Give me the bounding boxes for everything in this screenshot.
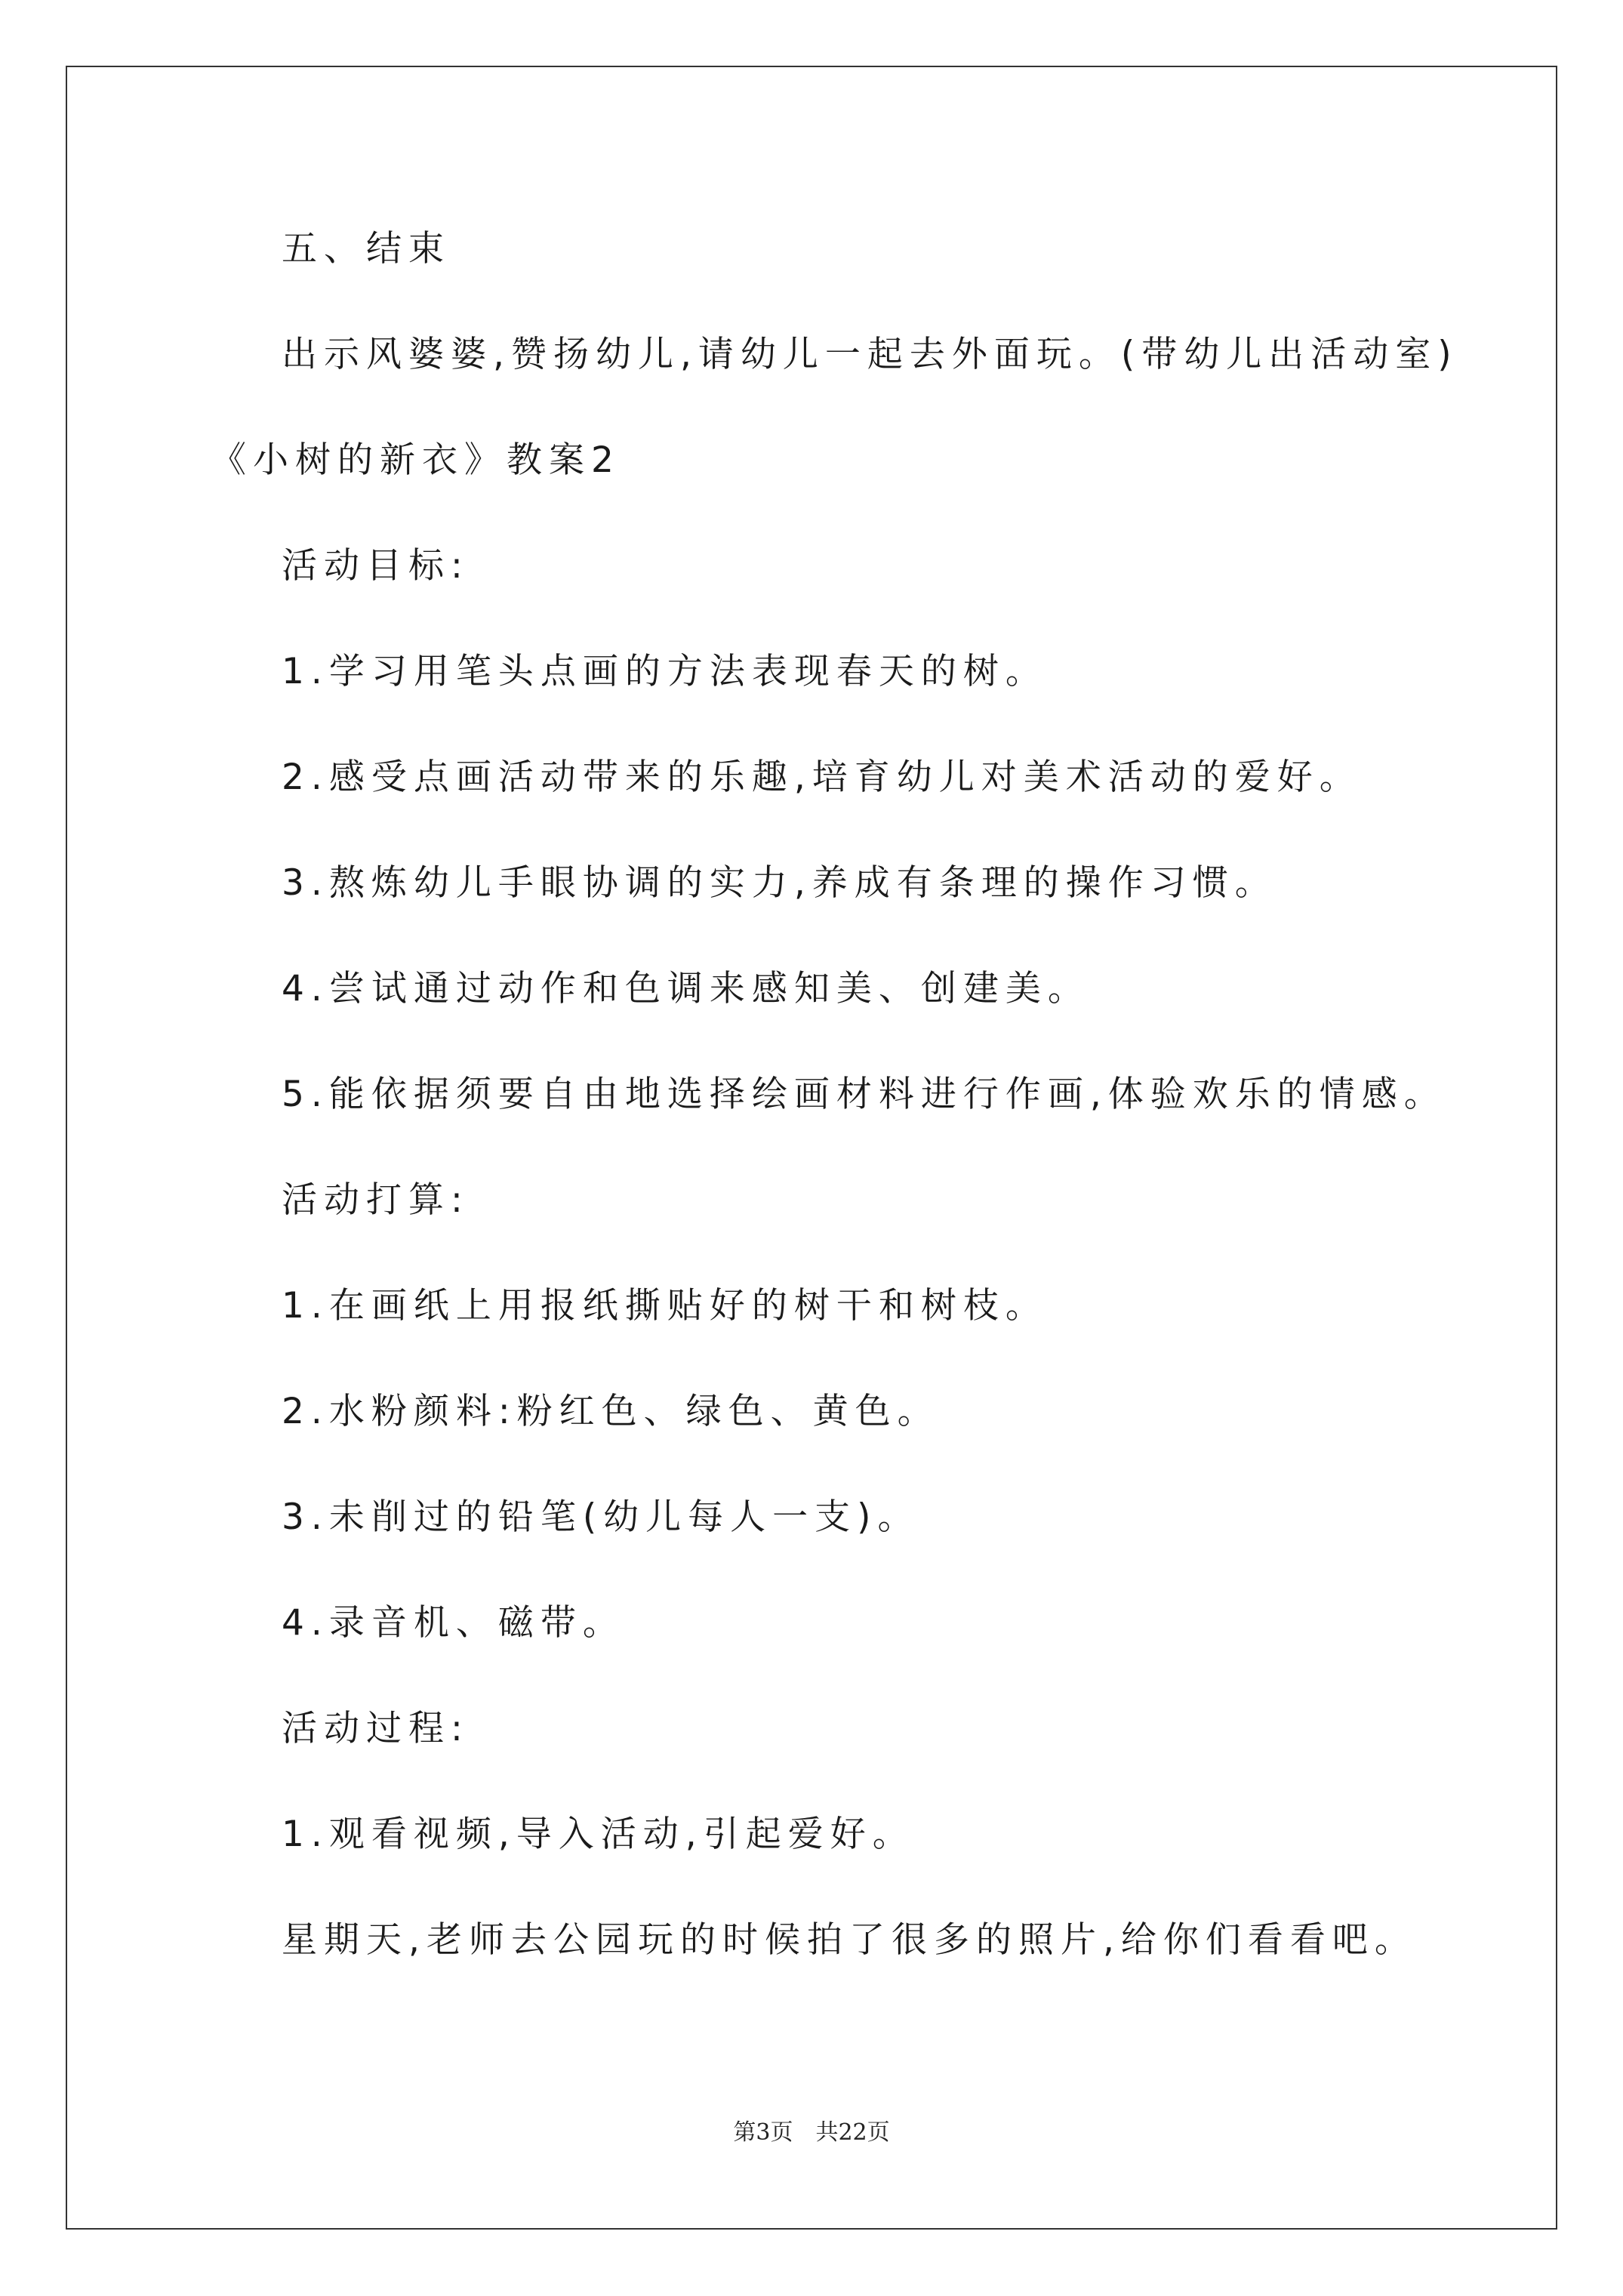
list-item: 5.能依据须要自由地选择绘画材料进行作画,体验欢乐的情感。 [282,1074,1446,1115]
page-number: 第3页 [733,2119,793,2146]
list-item: 4.录音机、磁带。 [282,1602,625,1644]
section-heading-goals: 活动目标: [282,545,470,587]
section-heading-process: 活动过程: [282,1708,470,1749]
list-item: 2.水粉颜料:粉红色、绿色、黄色。 [282,1391,940,1432]
paragraph: 出示风婆婆,赞扬幼儿,请幼儿一起去外面玩。(带幼儿出活动室) [282,334,1458,375]
document-title: 《小树的新衣》教案2 [211,439,621,481]
page-frame [66,66,1557,2230]
page-total: 共22页 [815,2119,890,2146]
section-heading-preparation: 活动打算: [282,1179,470,1221]
list-item: 1.学习用笔头点画的方法表现春天的树。 [282,651,1048,692]
list-item: 3.熬炼幼儿手眼协调的实力,养成有条理的操作习惯。 [282,862,1277,904]
list-item: 2.感受点画活动带来的乐趣,培育幼儿对美术活动的爱好。 [282,757,1362,798]
paragraph: 星期天,老师去公园玩的时候拍了很多的照片,给你们看看吧。 [282,1919,1417,1961]
section-heading-end: 五、结束 [282,228,451,270]
list-item: 4.尝试通过动作和色调来感知美、创建美。 [282,968,1090,1009]
list-item: 1.在画纸上用报纸撕贴好的树干和树枝。 [282,1285,1048,1327]
list-item: 1.观看视频,导入活动,引起爱好。 [282,1814,915,1855]
page-footer [0,2118,1623,2148]
list-item: 3.未削过的铅笔(幼儿每人一支)。 [282,1496,920,1538]
